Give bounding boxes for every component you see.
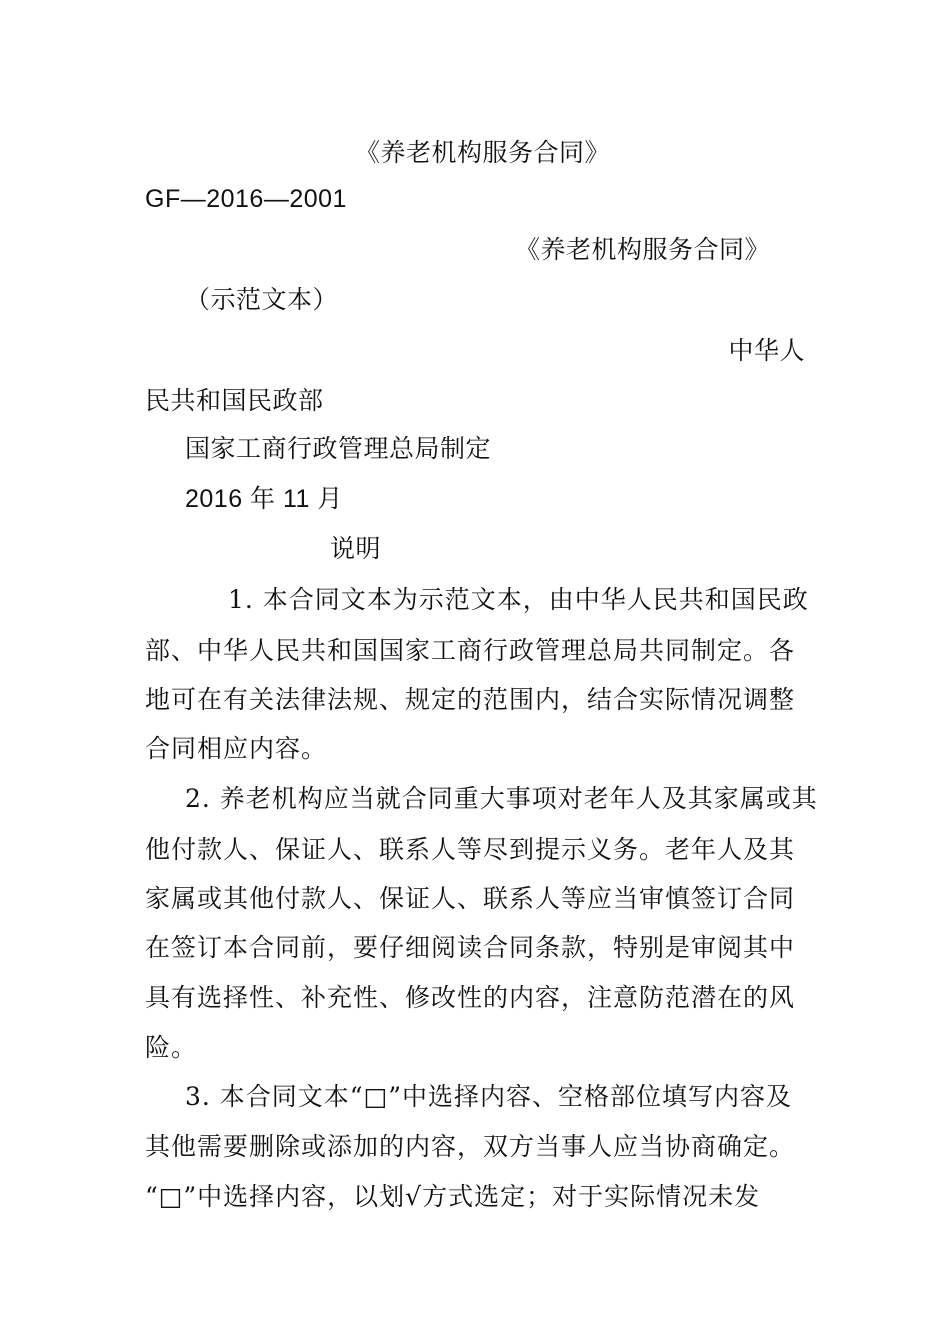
paragraph-line: 合同相应内容。 xyxy=(145,734,328,763)
paragraph-line: 部、中华人民共和国国家工商行政管理总局共同制定。各 xyxy=(145,636,796,665)
paragraph-line: 险。 xyxy=(145,1033,198,1062)
paragraph-line: 具有选择性、补充性、修改性的内容，注意防范潜在的风 xyxy=(145,983,796,1012)
paragraph-line: “□”中选择内容，以划√方式选定；对于实际情况未发 xyxy=(145,1182,761,1211)
paragraph-line: 其他需要删除或添加的内容，双方当事人应当协商确定。 xyxy=(145,1132,796,1161)
issuer-part2: 民共和国民政部 xyxy=(145,386,324,415)
paragraph-line: 2. 养老机构应当就合同重大事项对老年人及其家属或其 xyxy=(185,784,818,813)
paragraph-line: 地可在有关法律法规、规定的范围内，结合实际情况调整 xyxy=(145,685,796,714)
paragraph-line: 他付款人、保证人、联系人等尽到提示义务。老年人及其 xyxy=(145,835,796,864)
paragraph-line: 1. 本合同文本为示范文本，由中华人民共和国民政 xyxy=(228,585,809,614)
paragraph-line: 家属或其他付款人、保证人、联系人等应当审慎签订合同 xyxy=(145,884,796,913)
paragraph-line: 在签订本合同前，要仔细阅读合同条款，特别是审阅其中 xyxy=(145,933,796,962)
document-title-cover: 《养老机构服务合同》 xyxy=(515,235,771,264)
issue-date: 2016 年 11 月 xyxy=(185,485,343,513)
issuer-line2: 国家工商行政管理总局制定 xyxy=(185,434,492,463)
document-subtitle: （示范文本） xyxy=(185,285,339,314)
document-title-top: 《养老机构服务合同》 xyxy=(355,138,611,167)
paragraph-line: 3. 本合同文本“□”中选择内容、空格部位填写内容及 xyxy=(185,1082,792,1111)
standard-code: GF—2016—2001 xyxy=(145,185,347,213)
issuer-part1: 中华人 xyxy=(728,336,805,365)
section-heading: 说明 xyxy=(330,534,382,563)
